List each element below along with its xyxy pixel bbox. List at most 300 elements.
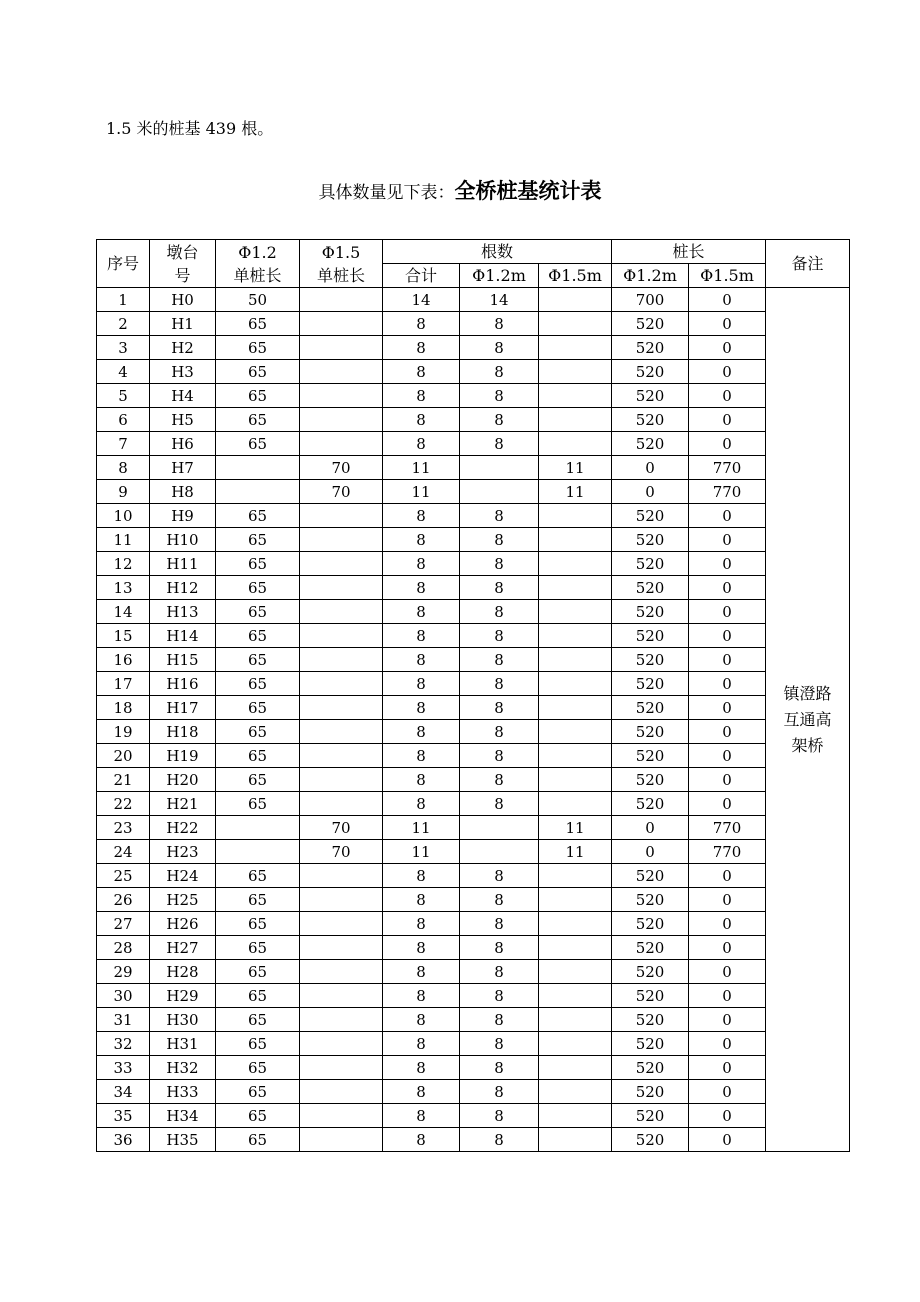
cell-seq: 6	[97, 408, 150, 432]
cell-len12: 65	[216, 672, 300, 696]
cell-seq: 15	[97, 624, 150, 648]
table-row	[97, 864, 850, 888]
cell-total: 8	[383, 672, 460, 696]
table-body	[97, 288, 850, 1152]
cell-pier: H34	[150, 1104, 216, 1128]
cell-seq: 1	[97, 288, 150, 312]
cell-total: 8	[383, 936, 460, 960]
cell-total: 8	[383, 864, 460, 888]
header-len12-line1: Φ1.2	[238, 242, 277, 262]
table-row	[97, 1128, 850, 1152]
header-remark: 备注	[766, 240, 850, 288]
cell-total: 8	[383, 648, 460, 672]
cell-len15	[300, 720, 383, 744]
cell-c15	[539, 384, 612, 408]
cell-total: 8	[383, 504, 460, 528]
cell-len15	[300, 288, 383, 312]
cell-l12: 520	[612, 360, 689, 384]
cell-len12: 65	[216, 360, 300, 384]
title-prefix: 具体数量见下表：	[318, 183, 455, 203]
cell-l12: 520	[612, 312, 689, 336]
cell-len15	[300, 504, 383, 528]
cell-c12: 8	[460, 312, 539, 336]
cell-len15	[300, 552, 383, 576]
header-length-12: Φ1.2m	[612, 264, 689, 288]
table-row	[97, 744, 850, 768]
cell-total: 8	[383, 528, 460, 552]
cell-l12: 520	[612, 888, 689, 912]
cell-len15	[300, 360, 383, 384]
cell-total: 8	[383, 360, 460, 384]
cell-c15	[539, 432, 612, 456]
cell-l12: 520	[612, 744, 689, 768]
pile-statistics-table	[96, 239, 850, 1152]
cell-len15	[300, 696, 383, 720]
cell-l15: 0	[689, 720, 766, 744]
cell-len15	[300, 864, 383, 888]
cell-seq: 9	[97, 480, 150, 504]
table-row	[97, 408, 850, 432]
cell-c12: 8	[460, 1032, 539, 1056]
cell-l15: 0	[689, 648, 766, 672]
table-row	[97, 384, 850, 408]
cell-total: 8	[383, 408, 460, 432]
cell-len12: 65	[216, 1008, 300, 1032]
cell-c12: 8	[460, 720, 539, 744]
cell-len12: 65	[216, 888, 300, 912]
cell-seq: 5	[97, 384, 150, 408]
cell-pier: H19	[150, 744, 216, 768]
cell-len12: 65	[216, 1080, 300, 1104]
cell-c15	[539, 744, 612, 768]
cell-pier: H5	[150, 408, 216, 432]
cell-l15: 0	[689, 408, 766, 432]
cell-l12: 520	[612, 1008, 689, 1032]
table-row	[97, 432, 850, 456]
cell-c15	[539, 576, 612, 600]
cell-len12	[216, 456, 300, 480]
cell-c12	[460, 840, 539, 864]
cell-total: 8	[383, 792, 460, 816]
cell-total: 8	[383, 576, 460, 600]
cell-c12: 8	[460, 528, 539, 552]
cell-c15	[539, 1080, 612, 1104]
cell-seq: 22	[97, 792, 150, 816]
cell-seq: 7	[97, 432, 150, 456]
cell-pier: H25	[150, 888, 216, 912]
cell-seq: 10	[97, 504, 150, 528]
cell-l12: 520	[612, 912, 689, 936]
cell-c15	[539, 960, 612, 984]
cell-len15	[300, 912, 383, 936]
table-row	[97, 720, 850, 744]
cell-l12: 0	[612, 816, 689, 840]
cell-len12: 65	[216, 648, 300, 672]
cell-l15: 0	[689, 1080, 766, 1104]
cell-len15	[300, 744, 383, 768]
cell-len12: 65	[216, 384, 300, 408]
cell-total: 11	[383, 480, 460, 504]
table-row	[97, 480, 850, 504]
cell-len15	[300, 984, 383, 1008]
cell-total: 14	[383, 288, 460, 312]
cell-pier: H29	[150, 984, 216, 1008]
cell-l12: 520	[612, 768, 689, 792]
cell-c15	[539, 1056, 612, 1080]
cell-c12: 8	[460, 408, 539, 432]
cell-c15	[539, 1008, 612, 1032]
cell-len15	[300, 1056, 383, 1080]
cell-len12	[216, 816, 300, 840]
cell-len15: 70	[300, 816, 383, 840]
cell-l12: 520	[612, 648, 689, 672]
cell-c15	[539, 288, 612, 312]
cell-total: 8	[383, 1056, 460, 1080]
cell-l12: 520	[612, 432, 689, 456]
cell-c15	[539, 1032, 612, 1056]
cell-l15: 0	[689, 600, 766, 624]
cell-c12: 8	[460, 1128, 539, 1152]
cell-l12: 520	[612, 1104, 689, 1128]
cell-pier: H9	[150, 504, 216, 528]
cell-c12: 8	[460, 432, 539, 456]
cell-len12: 65	[216, 552, 300, 576]
cell-l12: 520	[612, 336, 689, 360]
cell-seq: 17	[97, 672, 150, 696]
table-row	[97, 456, 850, 480]
cell-l12: 520	[612, 408, 689, 432]
cell-total: 8	[383, 1032, 460, 1056]
cell-len15	[300, 792, 383, 816]
cell-c15	[539, 624, 612, 648]
title-main: 全桥桩基统计表	[454, 179, 602, 203]
cell-l12: 520	[612, 528, 689, 552]
cell-c15	[539, 912, 612, 936]
cell-l15: 770	[689, 816, 766, 840]
cell-len15	[300, 768, 383, 792]
cell-l12: 520	[612, 504, 689, 528]
table-title	[0, 176, 920, 208]
cell-seq: 33	[97, 1056, 150, 1080]
cell-seq: 21	[97, 768, 150, 792]
cell-pier: H16	[150, 672, 216, 696]
cell-l12: 520	[612, 792, 689, 816]
cell-l15: 0	[689, 1056, 766, 1080]
cell-l15: 0	[689, 336, 766, 360]
table-row	[97, 1056, 850, 1080]
cell-c12: 8	[460, 912, 539, 936]
cell-c12: 8	[460, 888, 539, 912]
cell-seq: 13	[97, 576, 150, 600]
cell-l12: 520	[612, 1128, 689, 1152]
intro-text: 1.5 米的桩基 439 根。	[106, 119, 274, 138]
cell-c15	[539, 888, 612, 912]
table-row	[97, 768, 850, 792]
remark-line: 架桥	[791, 735, 824, 755]
cell-c15	[539, 984, 612, 1008]
cell-pier: H14	[150, 624, 216, 648]
cell-c12: 8	[460, 624, 539, 648]
cell-seq: 25	[97, 864, 150, 888]
cell-pier: H4	[150, 384, 216, 408]
cell-len12: 65	[216, 744, 300, 768]
cell-seq: 23	[97, 816, 150, 840]
remark-line: 镇澄路	[783, 683, 832, 703]
table-row	[97, 936, 850, 960]
cell-len12: 65	[216, 408, 300, 432]
cell-len12: 65	[216, 1104, 300, 1128]
cell-l15: 0	[689, 984, 766, 1008]
cell-total: 8	[383, 312, 460, 336]
cell-pier: H10	[150, 528, 216, 552]
cell-l15: 770	[689, 840, 766, 864]
cell-c15: 11	[539, 480, 612, 504]
cell-seq: 3	[97, 336, 150, 360]
cell-seq: 16	[97, 648, 150, 672]
cell-l15: 0	[689, 696, 766, 720]
cell-total: 8	[383, 984, 460, 1008]
cell-l12: 700	[612, 288, 689, 312]
cell-l15: 0	[689, 288, 766, 312]
cell-len15	[300, 624, 383, 648]
cell-total: 8	[383, 1128, 460, 1152]
cell-seq: 11	[97, 528, 150, 552]
cell-l15: 0	[689, 432, 766, 456]
cell-total: 8	[383, 600, 460, 624]
cell-len12: 65	[216, 912, 300, 936]
header-pier-line2: 号	[174, 265, 191, 285]
cell-total: 8	[383, 768, 460, 792]
cell-len12: 50	[216, 288, 300, 312]
cell-len15	[300, 960, 383, 984]
cell-pier: H35	[150, 1128, 216, 1152]
table-row	[97, 696, 850, 720]
table-row	[97, 336, 850, 360]
cell-c12: 8	[460, 552, 539, 576]
cell-c12: 8	[460, 600, 539, 624]
cell-c15	[539, 360, 612, 384]
cell-total: 8	[383, 384, 460, 408]
cell-len15	[300, 1080, 383, 1104]
cell-c12: 8	[460, 864, 539, 888]
cell-l12: 520	[612, 624, 689, 648]
cell-len15	[300, 408, 383, 432]
cell-len15	[300, 936, 383, 960]
cell-seq: 35	[97, 1104, 150, 1128]
cell-c12: 8	[460, 984, 539, 1008]
cell-l12: 520	[612, 984, 689, 1008]
cell-c12: 8	[460, 1056, 539, 1080]
cell-pier: H8	[150, 480, 216, 504]
header-len15-line2: 单桩长	[316, 265, 365, 285]
cell-l15: 0	[689, 312, 766, 336]
cell-l15: 770	[689, 456, 766, 480]
cell-l12: 520	[612, 552, 689, 576]
table-row	[97, 528, 850, 552]
cell-c12: 8	[460, 696, 539, 720]
cell-pier: H27	[150, 936, 216, 960]
cell-len12: 65	[216, 600, 300, 624]
table-header	[97, 240, 850, 288]
cell-l15: 0	[689, 768, 766, 792]
header-len12	[216, 240, 300, 288]
table-row	[97, 624, 850, 648]
cell-c15	[539, 312, 612, 336]
table-row	[97, 1008, 850, 1032]
cell-pier: H15	[150, 648, 216, 672]
cell-c12: 8	[460, 1104, 539, 1128]
cell-l12: 520	[612, 384, 689, 408]
cell-l15: 0	[689, 624, 766, 648]
cell-seq: 36	[97, 1128, 150, 1152]
cell-len15	[300, 528, 383, 552]
table-row	[97, 1032, 850, 1056]
cell-len15	[300, 1032, 383, 1056]
cell-l15: 0	[689, 384, 766, 408]
header-length-group: 桩长	[612, 240, 766, 264]
table-row	[97, 672, 850, 696]
cell-len12: 65	[216, 960, 300, 984]
header-seq: 序号	[97, 240, 150, 288]
cell-c15	[539, 552, 612, 576]
cell-c15	[539, 504, 612, 528]
cell-c12: 8	[460, 744, 539, 768]
cell-len15: 70	[300, 840, 383, 864]
cell-len12: 65	[216, 432, 300, 456]
cell-pier: H33	[150, 1080, 216, 1104]
cell-c15	[539, 408, 612, 432]
cell-l15: 0	[689, 1032, 766, 1056]
header-count-15: Φ1.5m	[539, 264, 612, 288]
cell-total: 8	[383, 744, 460, 768]
cell-l15: 0	[689, 912, 766, 936]
cell-l15: 0	[689, 360, 766, 384]
table-row	[97, 648, 850, 672]
cell-len12: 65	[216, 984, 300, 1008]
cell-c15	[539, 600, 612, 624]
cell-pier: H3	[150, 360, 216, 384]
cell-c15	[539, 648, 612, 672]
header-pier	[150, 240, 216, 288]
cell-c15	[539, 768, 612, 792]
cell-len15	[300, 1104, 383, 1128]
cell-pier: H21	[150, 792, 216, 816]
cell-c12	[460, 816, 539, 840]
cell-c12: 8	[460, 672, 539, 696]
cell-c12	[460, 480, 539, 504]
cell-l12: 520	[612, 960, 689, 984]
cell-seq: 18	[97, 696, 150, 720]
cell-c12: 8	[460, 936, 539, 960]
cell-len12: 65	[216, 720, 300, 744]
table-row	[97, 888, 850, 912]
cell-seq: 2	[97, 312, 150, 336]
cell-pier: H2	[150, 336, 216, 360]
cell-seq: 24	[97, 840, 150, 864]
cell-pier: H22	[150, 816, 216, 840]
table-row	[97, 984, 850, 1008]
cell-len12: 65	[216, 768, 300, 792]
cell-seq: 28	[97, 936, 150, 960]
cell-c12: 8	[460, 336, 539, 360]
cell-l12: 520	[612, 696, 689, 720]
table-row	[97, 288, 850, 312]
cell-total: 8	[383, 552, 460, 576]
cell-l15: 770	[689, 480, 766, 504]
cell-l15: 0	[689, 744, 766, 768]
cell-seq: 32	[97, 1032, 150, 1056]
cell-c12: 14	[460, 288, 539, 312]
table-row	[97, 840, 850, 864]
cell-l12: 520	[612, 672, 689, 696]
cell-seq: 12	[97, 552, 150, 576]
cell-l12: 520	[612, 1032, 689, 1056]
cell-len12: 65	[216, 528, 300, 552]
cell-c12: 8	[460, 768, 539, 792]
cell-l12: 520	[612, 720, 689, 744]
cell-l15: 0	[689, 1104, 766, 1128]
cell-l15: 0	[689, 960, 766, 984]
cell-c12: 8	[460, 360, 539, 384]
cell-pier: H31	[150, 1032, 216, 1056]
cell-len15	[300, 672, 383, 696]
cell-len15	[300, 432, 383, 456]
header-pier-line1: 墩台	[166, 242, 199, 262]
cell-pier: H11	[150, 552, 216, 576]
cell-pier: H32	[150, 1056, 216, 1080]
header-len12-line2: 单桩长	[233, 265, 282, 285]
cell-len15	[300, 1008, 383, 1032]
cell-c12: 8	[460, 384, 539, 408]
cell-c15	[539, 528, 612, 552]
cell-seq: 31	[97, 1008, 150, 1032]
cell-len12: 65	[216, 1128, 300, 1152]
header-len15	[300, 240, 383, 288]
cell-pier: H0	[150, 288, 216, 312]
cell-c12: 8	[460, 648, 539, 672]
cell-c12: 8	[460, 504, 539, 528]
cell-l15: 0	[689, 792, 766, 816]
cell-c15: 11	[539, 816, 612, 840]
table-row	[97, 1104, 850, 1128]
cell-c15	[539, 696, 612, 720]
table-row	[97, 504, 850, 528]
cell-l12: 0	[612, 840, 689, 864]
cell-l15: 0	[689, 576, 766, 600]
cell-seq: 4	[97, 360, 150, 384]
cell-len15	[300, 336, 383, 360]
cell-l12: 520	[612, 1056, 689, 1080]
cell-c15	[539, 1128, 612, 1152]
header-count-group: 根数	[383, 240, 612, 264]
cell-seq: 29	[97, 960, 150, 984]
cell-pier: H23	[150, 840, 216, 864]
cell-l12: 520	[612, 576, 689, 600]
table-row	[97, 1080, 850, 1104]
cell-len12: 65	[216, 576, 300, 600]
cell-pier: H24	[150, 864, 216, 888]
cell-total: 8	[383, 1008, 460, 1032]
cell-pier: H20	[150, 768, 216, 792]
cell-len15	[300, 600, 383, 624]
cell-seq: 30	[97, 984, 150, 1008]
cell-total: 11	[383, 816, 460, 840]
cell-l15: 0	[689, 672, 766, 696]
cell-len12: 65	[216, 1056, 300, 1080]
cell-len12: 65	[216, 312, 300, 336]
cell-pier: H17	[150, 696, 216, 720]
cell-seq: 20	[97, 744, 150, 768]
